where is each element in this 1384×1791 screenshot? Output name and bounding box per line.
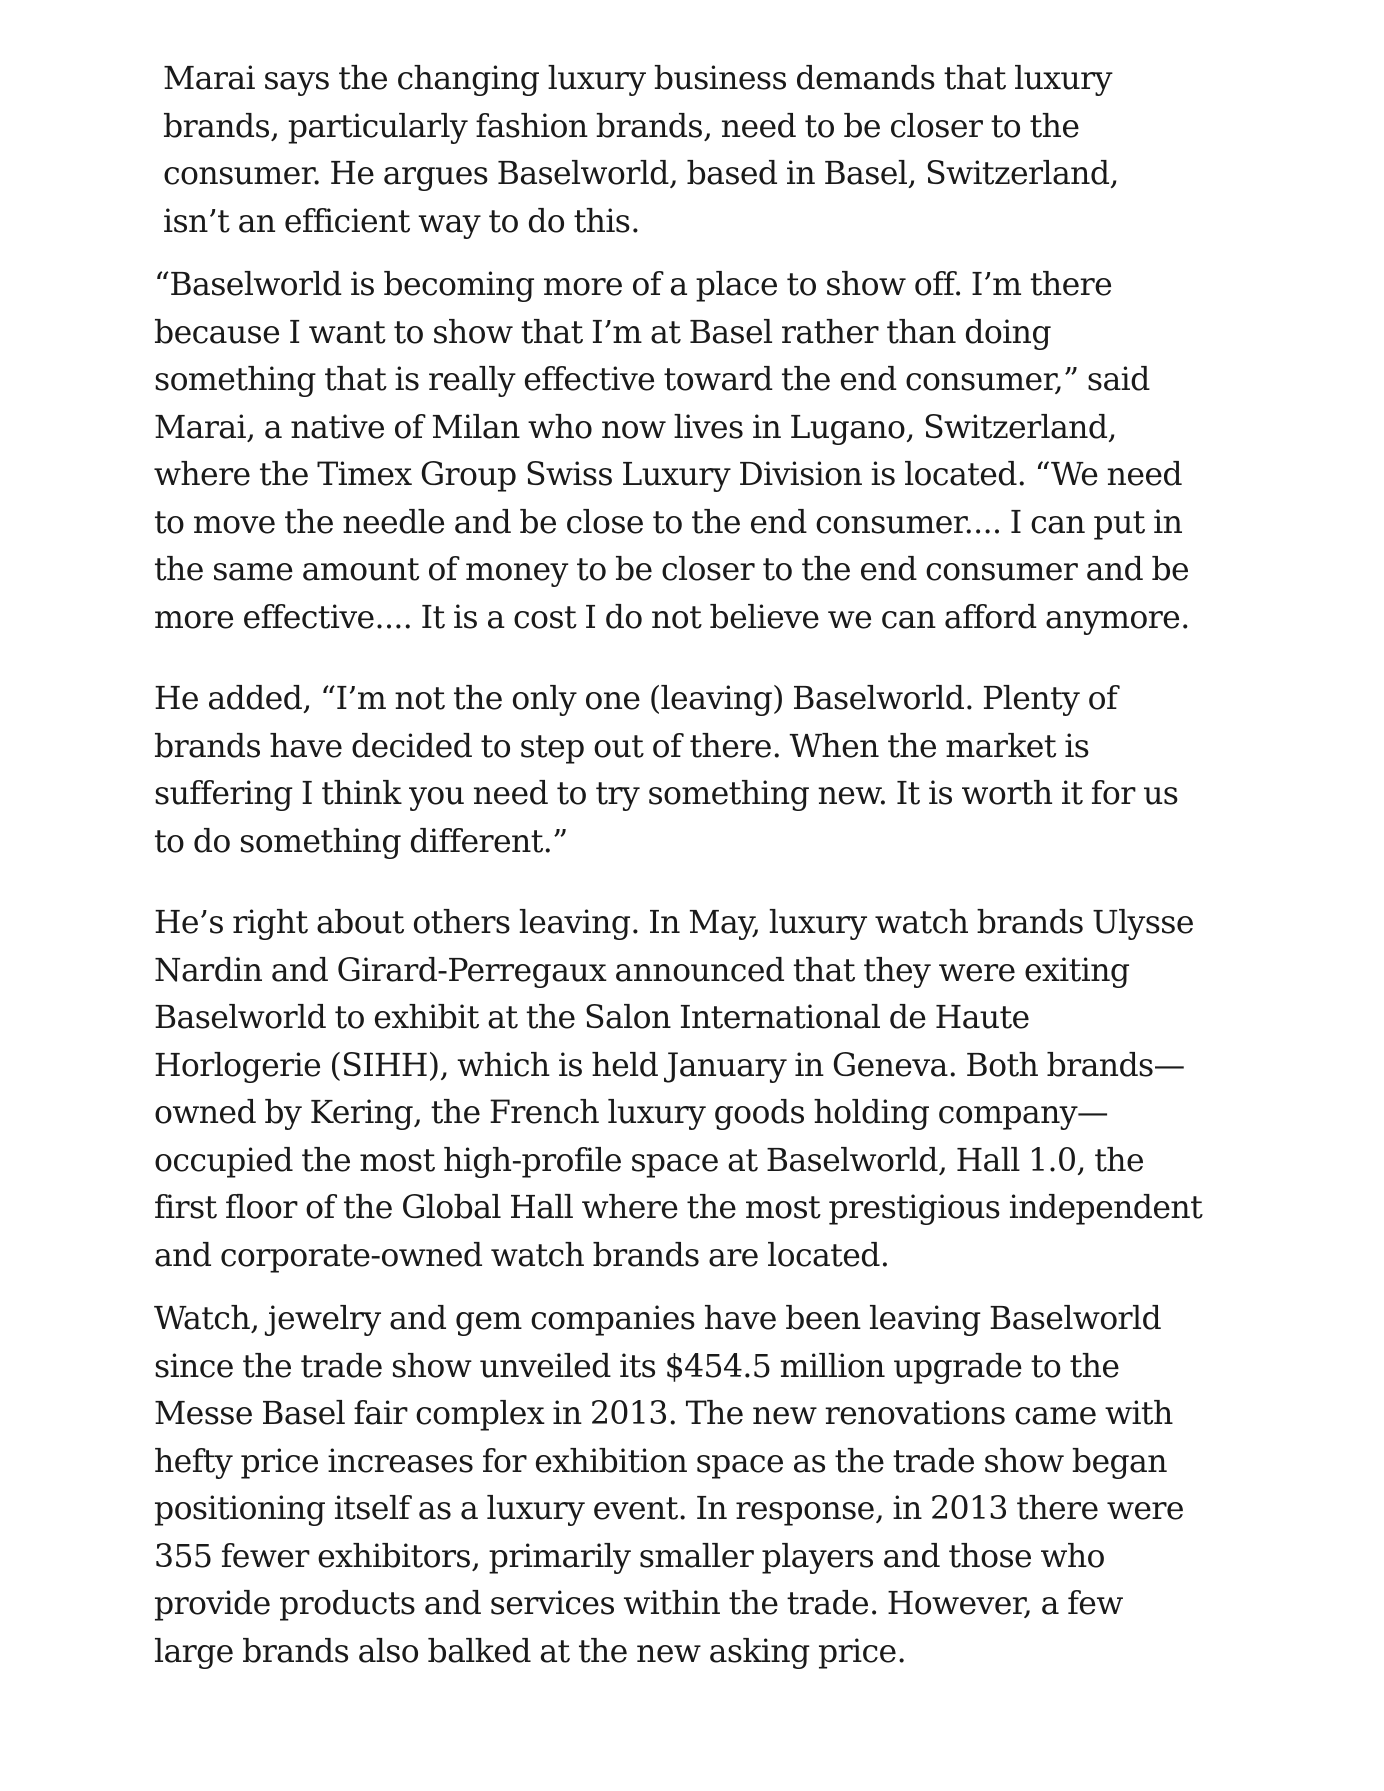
paragraph-companies-leaving: Watch, jewelry and gem companies have been leaving Baselworld since the trade show unveiled its $454.5 million upgrade to the Messe Basel fair complex in 2013. The new renovations came with hefty price increases for exhibition space as the trade show began positioning itself as a luxury event. In response, in 2013 there were 355 fewer exhibitors, primarily smaller players and those who provide products and services within the trade. However, a few large brands also balked at the new asking price.: [154, 1301, 1184, 1670]
article-body: [154, 56, 1214, 1676]
paragraph-others-leaving: He’s right about others leaving. In May, luxury watch brands Ulysse Nardin and Girard-Perregaux announced that they were exiting Baselworld to exhibit at the Salon International de Haute Horlogerie (SIHH), which is held January in Geneva. Both brands—owned by Kering, the French luxury goods holding company—occupied the most high-profile space at Baselworld, Hall 1.0, the first floor of the Global Hall where the most prestigious independent and corporate-owned watch brands are located.: [154, 905, 1203, 1274]
paragraph-marai-luxury: Marai says the changing luxury business demands that luxury brands, particularly fashion brands, need to be closer to the consumer. He argues Baselworld, based in Basel, Switzerland, isn’t an efficient way to do this.: [163, 61, 1119, 240]
paragraph-not-only-one: He added, “I’m not the only one (leaving) Baselworld. Plenty of brands have decided to step out of there. When the market is suffering I think you need to try something new. It is worth it for us to do something different.”: [154, 681, 1179, 860]
paragraph-baselworld-quote: “Baselworld is becoming more of a place to show off. I’m there because I want to show that I’m at Basel rather than doing something that is really effective toward the end consumer,” said Marai, a native of Milan who now lives in Lugano, Switzerland, where the Timex Group Swiss Luxury Division is located. “We need to move the needle and be close to the end consumer.... I can put in the same amount of money to be closer to the end consumer and be more effective.... It is a cost I do not believe we can afford anymore.: [154, 267, 1190, 636]
